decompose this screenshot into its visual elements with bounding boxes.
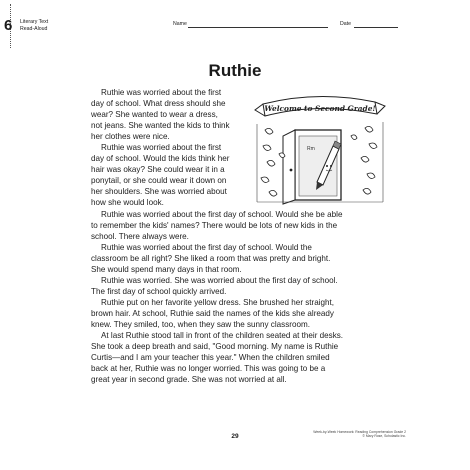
paragraph-4 bbox=[91, 242, 377, 275]
story-body bbox=[91, 87, 377, 385]
text-line: not jeans. She wanted the kids to think bbox=[91, 121, 230, 131]
paragraph-2 bbox=[91, 142, 253, 208]
date-label: Date bbox=[340, 21, 351, 27]
paragraph-5 bbox=[91, 275, 377, 297]
text-line: her clothes were nice. bbox=[91, 132, 170, 142]
text-line: how she would look. bbox=[91, 198, 164, 208]
text-line: Ruthie was worried about the first bbox=[101, 88, 222, 97]
text-line: Ruthie put on her favorite yellow dress. She brushed her straight, bbox=[101, 297, 335, 307]
text-line: classroom be all right? She liked a room that was pretty and bright. bbox=[91, 253, 331, 263]
credit-line-2: © Mary Rose, Scholastic Inc. bbox=[362, 434, 406, 439]
text-line: Ruthie was worried. She was worried about the first day of school. bbox=[101, 275, 338, 285]
page-number: 29 bbox=[231, 433, 239, 440]
text-line: The first day of school quickly arrived. bbox=[91, 286, 227, 296]
text-line: hair was okay? She could wear it in a bbox=[91, 165, 225, 175]
text-line: brown hair. At school, Ruthie said the names of the kids she already bbox=[91, 308, 334, 318]
story-title: Ruthie bbox=[208, 61, 262, 80]
section-label bbox=[20, 19, 48, 32]
text-line: knew. They smiled, too, when they saw the sunny classroom. bbox=[91, 319, 310, 329]
text-line: back at her, Ruthie was no longer worried. This was going to be a bbox=[91, 364, 326, 374]
section-label-line-2: Read-Aloud bbox=[20, 25, 48, 32]
text-line: Curtis—and I am your teacher this year." When the children smiled bbox=[91, 353, 330, 363]
copyright-credit bbox=[313, 430, 406, 439]
text-line: day of school. Would the kids think her bbox=[91, 154, 230, 164]
text-line: At last Ruthie stood tall in front of the children seated at their desks. bbox=[101, 331, 344, 341]
svg-text:Rm: Rm bbox=[307, 146, 315, 152]
text-line: great year in second grade. She was not worried at all. bbox=[91, 375, 287, 385]
paragraph-1 bbox=[91, 87, 253, 142]
week-number: 6 bbox=[4, 17, 13, 34]
date-line[interactable] bbox=[354, 27, 398, 28]
paragraph-3 bbox=[91, 209, 377, 242]
text-line: She would spend many days in that room. bbox=[91, 264, 242, 274]
text-line: her shoulders. She was worried about bbox=[91, 187, 227, 197]
paragraph-6 bbox=[91, 297, 377, 330]
text-line: She took a deep breath and said, "Good morning. My name is Ruthie bbox=[91, 342, 339, 352]
text-line: day of school. What dress should she bbox=[91, 99, 226, 109]
text-line: ponytail, or she could wear it down on bbox=[91, 176, 227, 186]
text-line: Ruthie was worried about the first bbox=[101, 143, 222, 153]
banner-text: Welcome to Second Grade! bbox=[264, 104, 376, 113]
name-label: Name bbox=[173, 21, 187, 27]
section-label-line-1: Literary Text bbox=[20, 19, 49, 25]
text-line: school. There always were. bbox=[91, 231, 189, 241]
text-line: wear? She wanted to wear a dress, bbox=[91, 110, 218, 120]
text-line: Ruthie was worried about the first day of school. Would the bbox=[101, 242, 312, 252]
text-line: to remember the kids' names? There would be lots of new kids in the bbox=[91, 220, 338, 230]
text-line: Ruthie was worried about the first day of school. Would she be able bbox=[101, 209, 343, 219]
name-line[interactable] bbox=[188, 27, 328, 28]
credit-line-1: Week-by-Week Homework: Reading Comprehension Grade 2 bbox=[313, 430, 406, 434]
paragraph-7 bbox=[91, 330, 377, 385]
